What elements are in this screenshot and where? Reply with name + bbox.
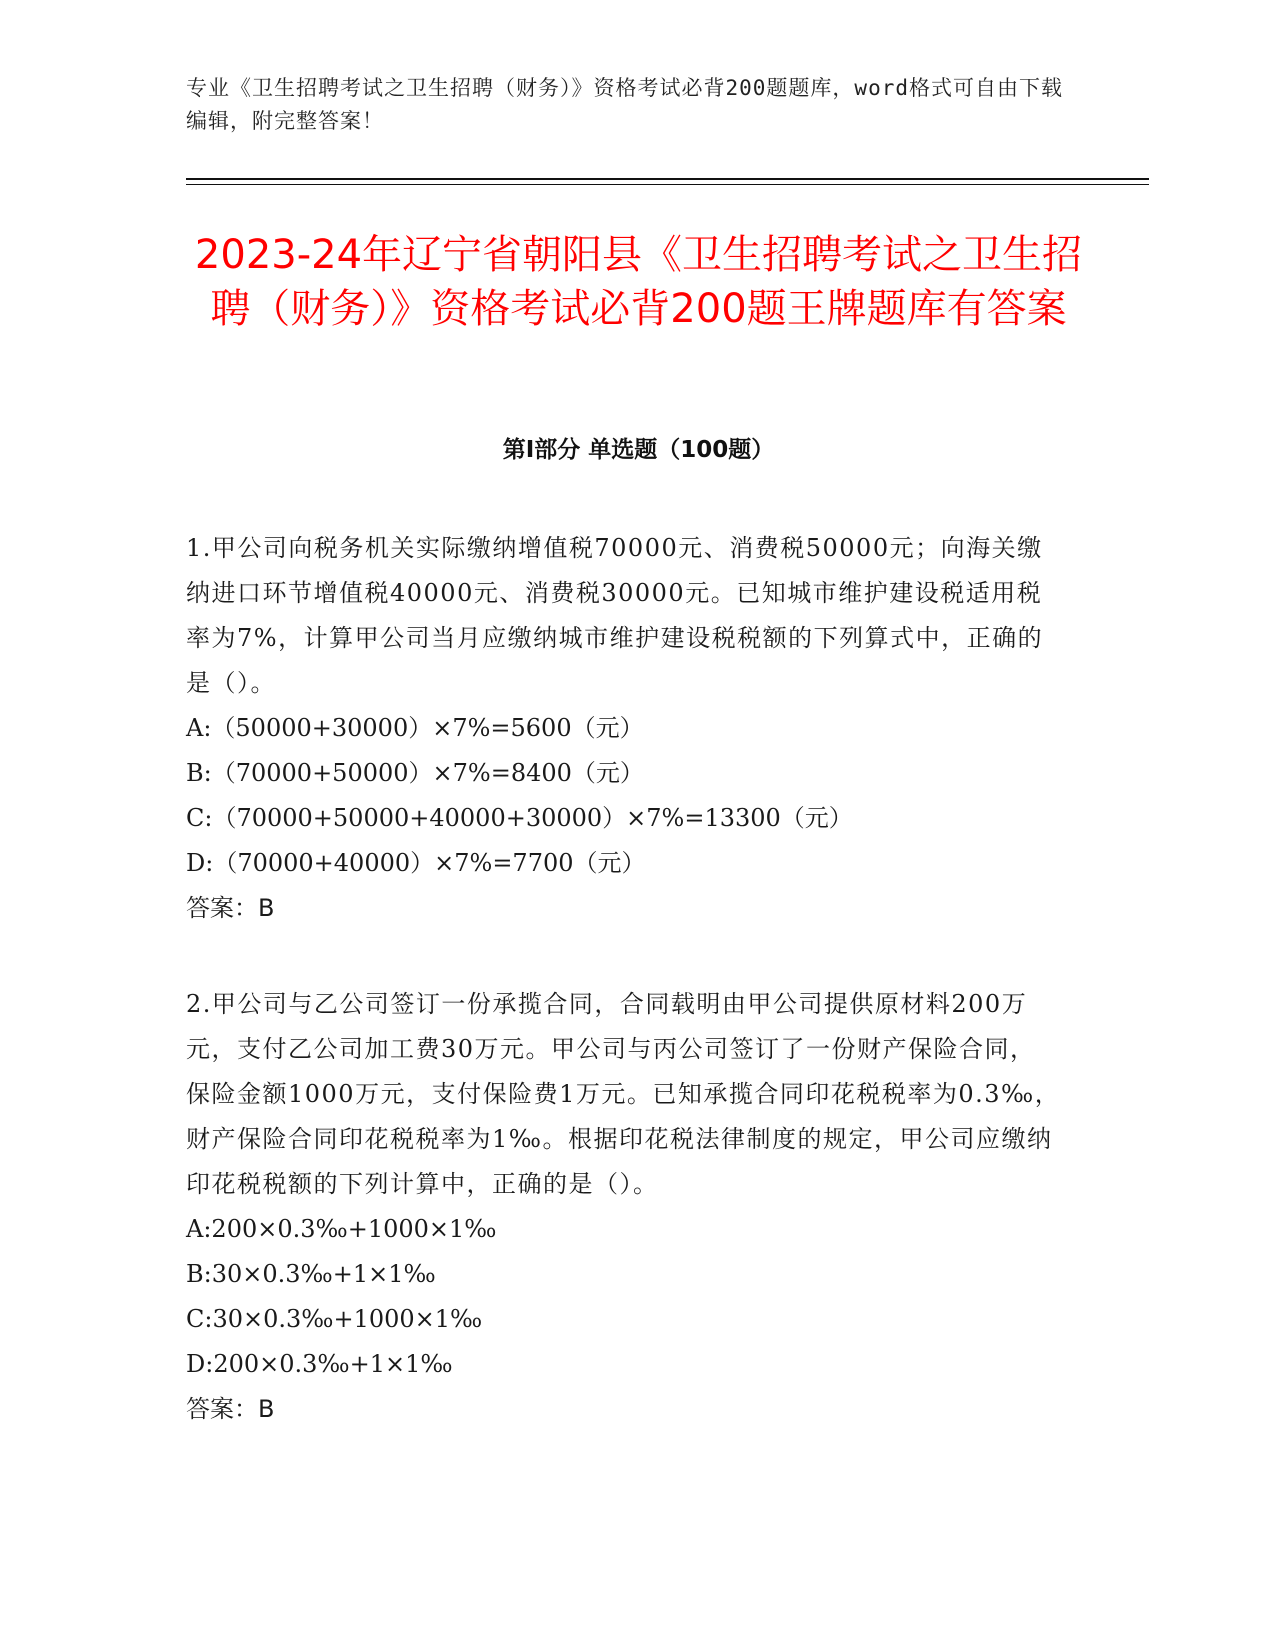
answer: 答案：B [186,894,275,922]
question-2 [186,982,1061,1432]
option-d: D:（70000+40000）×7%=7700（元） [186,849,646,877]
option-d: D:200×0.3‰+1×1‰ [186,1350,453,1378]
section-heading: 第Ⅰ部分 单选题（100题） [502,437,775,463]
document-title: 2023-24年辽宁省朝阳县《卫生招聘考试之卫生招聘（财务）》资格考试必背200题王牌题库有答案 [194,232,1083,332]
option-a: A:200×0.3‰+1000×1‰ [186,1215,497,1243]
option-c: C:（70000+50000+40000+30000）×7%=13300（元） [186,804,853,832]
question-stem: 1.甲公司向税务机关实际缴纳增值税70000元、消费税50000元；向海关缴纳进口环节增值税40000元、消费税30000元。已知城市维护建设税适用税率为7%，计算甲公司当月应缴纳城市维护建设税税额的下列算式中，正确的是（）。 [186,534,1044,697]
option-b: B:30×0.3‰+1×1‰ [186,1260,436,1288]
question-1 [186,526,1061,931]
answer: 答案：B [186,1395,275,1423]
option-c: C:30×0.3‰+1000×1‰ [186,1305,483,1333]
header-note: 专业《卫生招聘考试之卫生招聘（财务）》资格考试必背200题题库，word格式可自由下载编辑，附完整答案！ [186,76,1063,133]
option-a: A:（50000+30000）×7%=5600（元） [186,714,644,742]
header-divider-thick [186,178,1149,180]
question-stem: 2.甲公司与乙公司签订一份承揽合同，合同载明由甲公司提供原材料200万元，支付乙公司加工费30万元。甲公司与丙公司签订了一份财产保险合同，保险金额1000万元，支付保险费1万元。已知承揽合同印花税税率为0.3‰，财产保险合同印花税税率为1‰。根据印花税法律制度的规定，甲公司应缴纳印花税税额的下列计算中，正确的是（）。 [186,990,1061,1198]
option-b: B:（70000+50000）×7%=8400（元） [186,759,644,787]
header-divider-thin [186,184,1149,185]
